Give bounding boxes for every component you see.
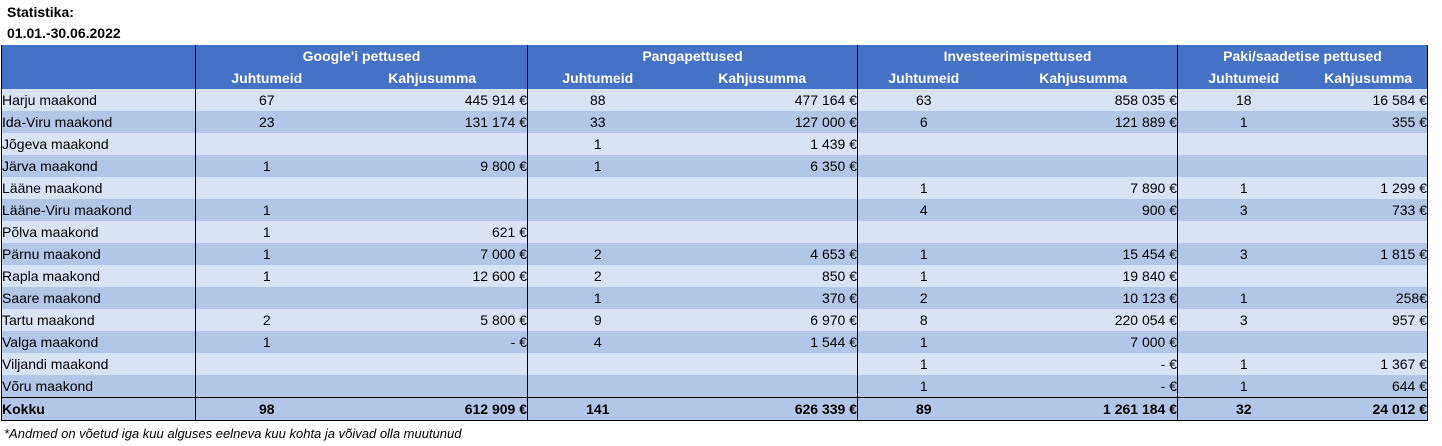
damage-cell: 7 000 € — [990, 331, 1178, 353]
cases-cell — [528, 177, 668, 199]
damage-cell: 621 € — [338, 221, 528, 243]
table-row — [2, 287, 1428, 309]
cases-cell: 8 — [858, 309, 990, 331]
cases-cell: 1 — [196, 243, 338, 265]
statistics-table — [1, 45, 1428, 421]
cases-cell: 1 — [1178, 111, 1310, 133]
damage-cell — [1310, 331, 1428, 353]
region-name: Jõgeva maakond — [2, 133, 196, 155]
group-header-investment: Investeerimispettused — [858, 45, 1178, 67]
damage-cell — [1310, 133, 1428, 155]
total-row — [2, 398, 1428, 421]
damage-cell: 1 815 € — [1310, 243, 1428, 265]
cases-cell: 3 — [1178, 199, 1310, 221]
cases-cell — [196, 353, 338, 375]
region-name: Tartu maakond — [2, 309, 196, 331]
cases-cell: 1 — [196, 155, 338, 177]
cases-cell: 1 — [528, 155, 668, 177]
damage-cell — [668, 375, 858, 398]
damage-cell — [338, 287, 528, 309]
total-cell: 89 — [858, 398, 990, 421]
damage-cell — [990, 221, 1178, 243]
damage-cell: 4 653 € — [668, 243, 858, 265]
region-header-blank — [2, 45, 196, 67]
damage-cell: 5 800 € — [338, 309, 528, 331]
damage-cell: 1 299 € — [1310, 177, 1428, 199]
damage-cell: 6 350 € — [668, 155, 858, 177]
table-row — [2, 177, 1428, 199]
total-cell: 626 339 € — [668, 398, 858, 421]
cases-cell: 3 — [1178, 243, 1310, 265]
table-row — [2, 331, 1428, 353]
cases-cell: 1 — [1178, 353, 1310, 375]
region-name: Pärnu maakond — [2, 243, 196, 265]
damage-cell: 733 € — [1310, 199, 1428, 221]
cases-cell: 1 — [196, 199, 338, 221]
damage-cell: 850 € — [668, 265, 858, 287]
subheader-damage: Kahjusumma — [1310, 67, 1428, 89]
damage-cell — [668, 353, 858, 375]
table-row — [2, 155, 1428, 177]
total-cell: 612 909 € — [338, 398, 528, 421]
cases-cell — [1178, 265, 1310, 287]
region-name: Lääne maakond — [2, 177, 196, 199]
total-cell: 98 — [196, 398, 338, 421]
damage-cell: 10 123 € — [990, 287, 1178, 309]
damage-cell: 858 035 € — [990, 89, 1178, 111]
region-name: Rapla maakond — [2, 265, 196, 287]
cases-cell: 1 — [528, 287, 668, 309]
cases-cell: 1 — [858, 375, 990, 398]
cases-cell: 9 — [528, 309, 668, 331]
total-cell: 32 — [1178, 398, 1310, 421]
cases-cell — [528, 221, 668, 243]
cases-cell: 23 — [196, 111, 338, 133]
damage-cell: 16 584 € — [1310, 89, 1428, 111]
region-name: Viljandi maakond — [2, 353, 196, 375]
cases-cell: 1 — [858, 331, 990, 353]
damage-cell: 477 164 € — [668, 89, 858, 111]
region-name: Põlva maakond — [2, 221, 196, 243]
footnote: *Andmed on võetud iga kuu alguses eelneva kuu kohta ja võivad olla muutunud — [4, 426, 462, 441]
cases-cell: 33 — [528, 111, 668, 133]
table-row — [2, 375, 1428, 398]
damage-cell: 900 € — [990, 199, 1178, 221]
subheader-cases: Juhtumeid — [196, 67, 338, 89]
damage-cell: - € — [338, 331, 528, 353]
damage-cell: 355 € — [1310, 111, 1428, 133]
cases-cell: 2 — [528, 265, 668, 287]
damage-cell — [338, 375, 528, 398]
cases-cell: 88 — [528, 89, 668, 111]
cases-cell — [528, 375, 668, 398]
damage-cell — [990, 155, 1178, 177]
total-cell: 24 012 € — [1310, 398, 1428, 421]
cases-cell — [1178, 331, 1310, 353]
damage-cell: - € — [990, 353, 1178, 375]
region-subheader-blank — [2, 67, 196, 89]
region-name: Võru maakond — [2, 375, 196, 398]
cases-cell — [196, 177, 338, 199]
damage-cell: 131 174 € — [338, 111, 528, 133]
cases-cell: 2 — [528, 243, 668, 265]
damage-cell: 121 889 € — [990, 111, 1178, 133]
table-row — [2, 353, 1428, 375]
cases-cell — [858, 155, 990, 177]
table-row — [2, 133, 1428, 155]
table-row — [2, 243, 1428, 265]
damage-cell: 220 054 € — [990, 309, 1178, 331]
damage-cell: 1 367 € — [1310, 353, 1428, 375]
cases-cell — [1178, 221, 1310, 243]
table-row — [2, 265, 1428, 287]
damage-cell: 957 € — [1310, 309, 1428, 331]
subheader-damage: Kahjusumma — [668, 67, 858, 89]
cases-cell: 4 — [858, 199, 990, 221]
damage-cell — [1310, 221, 1428, 243]
region-name: Saare maakond — [2, 287, 196, 309]
cases-cell: 1 — [528, 133, 668, 155]
cases-cell — [528, 199, 668, 221]
total-cell: 141 — [528, 398, 668, 421]
damage-cell — [338, 133, 528, 155]
cases-cell: 1 — [858, 353, 990, 375]
cases-cell: 63 — [858, 89, 990, 111]
region-name: Valga maakond — [2, 331, 196, 353]
cases-cell: 18 — [1178, 89, 1310, 111]
damage-cell: 258€ — [1310, 287, 1428, 309]
damage-cell: 370 € — [668, 287, 858, 309]
damage-cell: 6 970 € — [668, 309, 858, 331]
table-row — [2, 89, 1428, 111]
table-row — [2, 199, 1428, 221]
cases-cell — [858, 133, 990, 155]
cases-cell: 6 — [858, 111, 990, 133]
cases-cell — [196, 133, 338, 155]
subheader-cases: Juhtumeid — [1178, 67, 1310, 89]
damage-cell: 127 000 € — [668, 111, 858, 133]
cases-cell: 2 — [858, 287, 990, 309]
cases-cell: 1 — [858, 177, 990, 199]
table-body — [2, 89, 1428, 398]
cases-cell — [1178, 155, 1310, 177]
damage-cell: 19 840 € — [990, 265, 1178, 287]
damage-cell — [990, 133, 1178, 155]
subheader-damage: Kahjusumma — [990, 67, 1178, 89]
period-label: 01.01.-30.06.2022 — [7, 25, 121, 41]
page-title: Statistika: — [7, 4, 74, 20]
damage-cell: 1 439 € — [668, 133, 858, 155]
damage-cell: 7 890 € — [990, 177, 1178, 199]
damage-cell — [668, 177, 858, 199]
region-name: Lääne-Viru maakond — [2, 199, 196, 221]
cases-cell: 1 — [858, 265, 990, 287]
cases-cell — [1178, 133, 1310, 155]
damage-cell: 9 800 € — [338, 155, 528, 177]
cases-cell: 1 — [1178, 177, 1310, 199]
region-name: Harju maakond — [2, 89, 196, 111]
damage-cell — [1310, 155, 1428, 177]
subheader-cases: Juhtumeid — [858, 67, 990, 89]
cases-cell — [196, 287, 338, 309]
damage-cell — [668, 199, 858, 221]
cases-cell: 1 — [1178, 287, 1310, 309]
group-header-google: Google'i pettused — [196, 45, 528, 67]
cases-cell: 67 — [196, 89, 338, 111]
damage-cell — [338, 199, 528, 221]
total-cell: 1 261 184 € — [990, 398, 1178, 421]
region-name: Ida-Viru maakond — [2, 111, 196, 133]
damage-cell: 12 600 € — [338, 265, 528, 287]
total-label: Kokku — [2, 398, 196, 421]
table-row — [2, 309, 1428, 331]
cases-cell: 3 — [1178, 309, 1310, 331]
subheader-cases: Juhtumeid — [528, 67, 668, 89]
damage-cell — [338, 353, 528, 375]
cases-cell: 2 — [196, 309, 338, 331]
cases-cell: 1 — [1178, 375, 1310, 398]
cases-cell: 1 — [196, 265, 338, 287]
damage-cell — [338, 177, 528, 199]
cases-cell: 1 — [858, 243, 990, 265]
cases-cell — [196, 375, 338, 398]
cases-cell: 1 — [196, 331, 338, 353]
damage-cell: - € — [990, 375, 1178, 398]
cases-cell — [528, 353, 668, 375]
damage-cell: 445 914 € — [338, 89, 528, 111]
cases-cell: 4 — [528, 331, 668, 353]
damage-cell: 644 € — [1310, 375, 1428, 398]
table-row — [2, 221, 1428, 243]
subheader-damage: Kahjusumma — [338, 67, 528, 89]
cases-cell: 1 — [196, 221, 338, 243]
damage-cell — [1310, 265, 1428, 287]
damage-cell — [668, 221, 858, 243]
group-header-bank: Pangapettused — [528, 45, 858, 67]
cases-cell — [858, 221, 990, 243]
damage-cell: 1 544 € — [668, 331, 858, 353]
region-name: Järva maakond — [2, 155, 196, 177]
group-header-parcel: Paki/saadetise pettused — [1178, 45, 1428, 67]
damage-cell: 15 454 € — [990, 243, 1178, 265]
table-row — [2, 111, 1428, 133]
damage-cell: 7 000 € — [338, 243, 528, 265]
